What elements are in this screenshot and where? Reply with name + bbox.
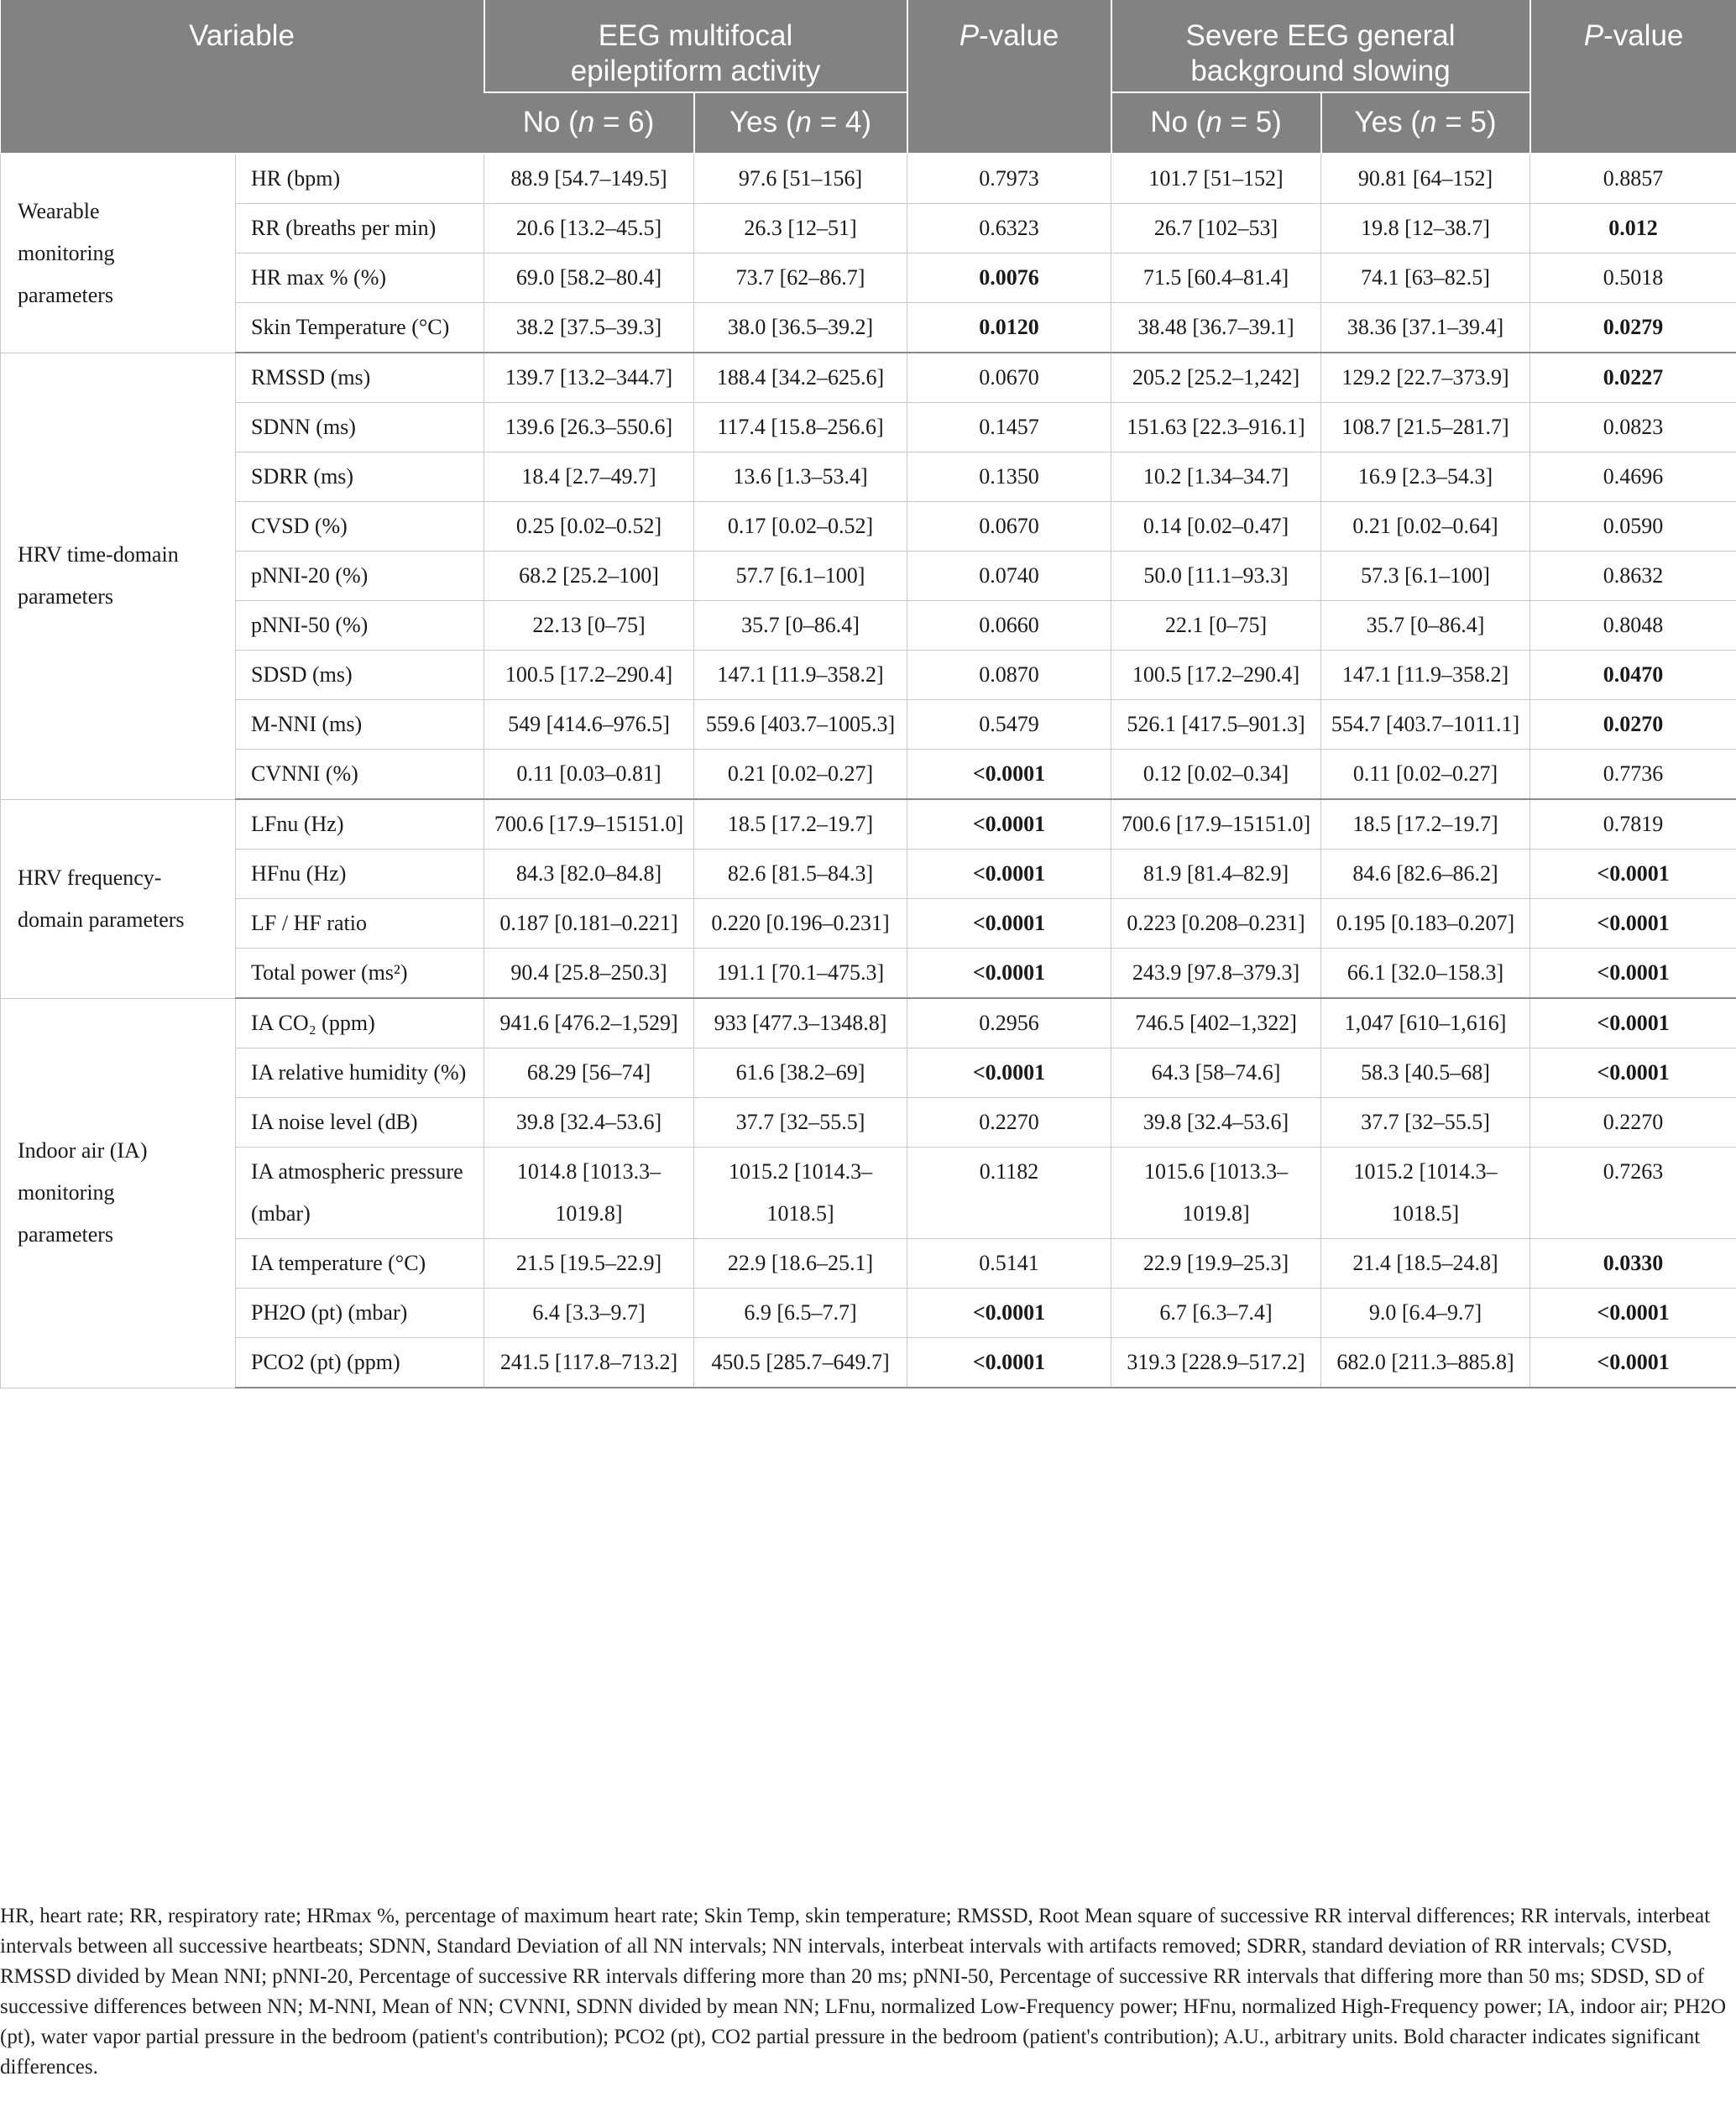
header-g1-yes: Yes (n = 4) — [694, 92, 907, 154]
g1-yes-cell: 188.4 [34.2–625.6] — [694, 353, 907, 403]
variable-cell: IA CO₂ (ppm) — [236, 998, 484, 1048]
variable-cell: PH2O (pt) (mbar) — [236, 1289, 484, 1338]
header-g2-yes: Yes (n = 5) — [1321, 92, 1530, 154]
g1-yes-cell: 73.7 [62–86.7] — [694, 254, 907, 303]
g2-yes-cell: 0.21 [0.02–0.64] — [1321, 502, 1530, 552]
table-row — [1, 552, 1736, 601]
g1-yes-cell: 97.6 [51–156] — [694, 154, 907, 204]
group-label-line: HRV time-domain — [18, 542, 179, 567]
pvalue1-cell: 0.0670 — [907, 353, 1111, 403]
g1-no-cell: 22.13 [0–75] — [484, 601, 694, 651]
pvalue2-cell: 0.7736 — [1530, 750, 1736, 800]
pvalue1-cell: 0.0076 — [907, 254, 1111, 303]
g1-no-cell: 84.3 [82.0–84.8] — [484, 850, 694, 899]
g2-no-cell: 746.5 [402–1,322] — [1111, 998, 1321, 1048]
g2-yes-cell: 108.7 [21.5–281.7] — [1321, 403, 1530, 452]
g2-yes-cell: 682.0 [211.3–885.8] — [1321, 1338, 1530, 1388]
group-label — [1, 799, 236, 998]
g2-no-cell: 81.9 [81.4–82.9] — [1111, 850, 1321, 899]
table-row — [1, 750, 1736, 800]
g1-no-cell: 139.7 [13.2–344.7] — [484, 353, 694, 403]
g1-yes-cell: 191.1 [70.1–475.3] — [694, 949, 907, 999]
pvalue2-cell: 0.0279 — [1530, 303, 1736, 353]
g1-no-cell: 0.11 [0.03–0.81] — [484, 750, 694, 800]
g1-no-cell: 68.2 [25.2–100] — [484, 552, 694, 601]
pvalue2-cell: <0.0001 — [1530, 949, 1736, 999]
pvalue2-cell: 0.0227 — [1530, 353, 1736, 403]
group-label — [1, 998, 236, 1388]
pvalue2-cell: <0.0001 — [1530, 850, 1736, 899]
variable-cell: SDSD (ms) — [236, 651, 484, 700]
g1-yes-cell: 22.9 [18.6–25.1] — [694, 1239, 907, 1289]
g1-yes-cell: 117.4 [15.8–256.6] — [694, 403, 907, 452]
table-row — [1, 998, 1736, 1048]
g2-no-cell: 319.3 [228.9–517.2] — [1111, 1338, 1321, 1388]
pvalue2-cell: 0.8857 — [1530, 154, 1736, 204]
table-row — [1, 154, 1736, 204]
pvalue1-cell: 0.0740 — [907, 552, 1111, 601]
header-pvalue-1: P-value — [907, 0, 1111, 154]
g1-no-cell: 139.6 [26.3–550.6] — [484, 403, 694, 452]
g1-yes-cell: 26.3 [12–51] — [694, 204, 907, 254]
variable-cell: IA relative humidity (%) — [236, 1048, 484, 1098]
g2-no-cell: 64.3 [58–74.6] — [1111, 1048, 1321, 1098]
pvalue2-cell: 0.0470 — [1530, 651, 1736, 700]
pvalue1-cell: <0.0001 — [907, 850, 1111, 899]
g1-no-cell: 68.29 [56–74] — [484, 1048, 694, 1098]
table-row — [1, 1289, 1736, 1338]
variable-cell: IA temperature (°C) — [236, 1239, 484, 1289]
pvalue1-cell: <0.0001 — [907, 750, 1111, 800]
g1-yes-cell: 559.6 [403.7–1005.3] — [694, 700, 907, 750]
g2-yes-cell: 1,047 [610–1,616] — [1321, 998, 1530, 1048]
g1-yes-cell: 18.5 [17.2–19.7] — [694, 799, 907, 850]
group-label-line: parameters — [18, 584, 114, 609]
g1-yes-cell: 38.0 [36.5–39.2] — [694, 303, 907, 353]
g2-yes-cell: 19.8 [12–38.7] — [1321, 204, 1530, 254]
variable-cell: CVSD (%) — [236, 502, 484, 552]
pvalue2-cell: 0.012 — [1530, 204, 1736, 254]
g2-no-cell: 0.12 [0.02–0.34] — [1111, 750, 1321, 800]
table-row — [1, 452, 1736, 502]
pvalue1-cell: 0.1182 — [907, 1148, 1111, 1239]
g1-yes-cell: 0.21 [0.02–0.27] — [694, 750, 907, 800]
variable-cell: Skin Temperature (°C) — [236, 303, 484, 353]
pvalue1-cell: 0.7973 — [907, 154, 1111, 204]
pvalue2-cell: 0.0330 — [1530, 1239, 1736, 1289]
variable-cell: pNNI-50 (%) — [236, 601, 484, 651]
g2-no-cell: 39.8 [32.4–53.6] — [1111, 1098, 1321, 1148]
g2-no-cell: 101.7 [51–152] — [1111, 154, 1321, 204]
variable-cell: HFnu (Hz) — [236, 850, 484, 899]
g2-yes-cell: 37.7 [32–55.5] — [1321, 1098, 1530, 1148]
g2-no-cell: 26.7 [102–53] — [1111, 204, 1321, 254]
table-row — [1, 1048, 1736, 1098]
group-label-line: Indoor air (IA) — [18, 1138, 148, 1163]
variable-cell: M-NNI (ms) — [236, 700, 484, 750]
g1-no-cell: 20.6 [13.2–45.5] — [484, 204, 694, 254]
g1-no-cell: 88.9 [54.7–149.5] — [484, 154, 694, 204]
g2-no-cell: 38.48 [36.7–39.1] — [1111, 303, 1321, 353]
g2-no-cell: 151.63 [22.3–916.1] — [1111, 403, 1321, 452]
pvalue1-cell: 0.2956 — [907, 998, 1111, 1048]
variable-cell: PCO2 (pt) (ppm) — [236, 1338, 484, 1388]
g2-yes-cell: 84.6 [82.6–86.2] — [1321, 850, 1530, 899]
g2-no-cell: 205.2 [25.2–1,242] — [1111, 353, 1321, 403]
g1-no-cell: 38.2 [37.5–39.3] — [484, 303, 694, 353]
g2-no-cell: 50.0 [11.1–93.3] — [1111, 552, 1321, 601]
variable-cell: IA atmospheric pressure (mbar) — [236, 1148, 484, 1239]
variable-cell: SDNN (ms) — [236, 403, 484, 452]
g2-yes-cell: 554.7 [403.7–1011.1] — [1321, 700, 1530, 750]
variable-cell: Total power (ms²) — [236, 949, 484, 999]
g2-no-cell: 10.2 [1.34–34.7] — [1111, 452, 1321, 502]
g1-no-cell: 0.187 [0.181–0.221] — [484, 899, 694, 949]
g2-yes-cell: 0.11 [0.02–0.27] — [1321, 750, 1530, 800]
g2-yes-cell: 38.36 [37.1–39.4] — [1321, 303, 1530, 353]
pvalue2-cell: <0.0001 — [1530, 899, 1736, 949]
table-footnote: HR, heart rate; RR, respiratory rate; HRmax %, percentage of maximum heart rate; Skin Temp, skin temperature; RMSSD, Root Mean square of successive RR interval differences; RR intervals, interbeat intervals between all successive heartbeats; SDNN, Standard Deviation of all NN intervals; NN intervals, interbeat intervals with artifacts removed; SDRR, standard deviation of RR intervals; CVSD, RMSSD divided by Mean NNI; pNNI-20, Percentage of successive RR intervals differing more than 20 ms; pNNI-50, Percentage of successive RR intervals that differing more than 50 ms; SDSD, SD of successive differences between NN; M-NNI, Mean of NN; CVNNI, SDNN divided by mean NN; LFnu, normalized Low-Frequency power; HFnu, normalized High-Frequency power; IA, indoor air; PH2O (pt), water vapor partial pressure in the bedroom (patient's contribution); PCO2 (pt), CO2 partial pressure in the bedroom (patient's contribution); A.U., arbitrary units. Bold character indicates significant differences. — [0, 1905, 1727, 2078]
g2-no-cell: 100.5 [17.2–290.4] — [1111, 651, 1321, 700]
g2-no-cell: 71.5 [60.4–81.4] — [1111, 254, 1321, 303]
table-row — [1, 353, 1736, 403]
g2-no-cell: 0.223 [0.208–0.231] — [1111, 899, 1321, 949]
pvalue1-cell: <0.0001 — [907, 1048, 1111, 1098]
g1-yes-cell: 933 [477.3–1348.8] — [694, 998, 907, 1048]
table-row — [1, 899, 1736, 949]
pvalue2-cell: 0.0823 — [1530, 403, 1736, 452]
header-variable: Variable — [1, 0, 484, 154]
pvalue1-cell: <0.0001 — [907, 799, 1111, 850]
table-row — [1, 254, 1736, 303]
group-label-line: monitoring — [18, 1180, 115, 1205]
g2-yes-cell: 0.195 [0.183–0.207] — [1321, 899, 1530, 949]
table-row — [1, 651, 1736, 700]
g1-yes-cell: 0.220 [0.196–0.231] — [694, 899, 907, 949]
variable-cell: IA noise level (dB) — [236, 1098, 484, 1148]
variable-cell: RR (breaths per min) — [236, 204, 484, 254]
table-row — [1, 403, 1736, 452]
pvalue1-cell: 0.5141 — [907, 1239, 1111, 1289]
pvalue2-cell: <0.0001 — [1530, 1338, 1736, 1388]
pvalue1-cell: <0.0001 — [907, 1289, 1111, 1338]
g2-no-cell: 243.9 [97.8–379.3] — [1111, 949, 1321, 999]
variable-cell: HR (bpm) — [236, 154, 484, 204]
g1-yes-cell: 57.7 [6.1–100] — [694, 552, 907, 601]
pvalue2-cell: 0.8048 — [1530, 601, 1736, 651]
table-row — [1, 204, 1736, 254]
table-row — [1, 1148, 1736, 1239]
g2-yes-cell: 58.3 [40.5–68] — [1321, 1048, 1530, 1098]
pvalue2-cell: 0.4696 — [1530, 452, 1736, 502]
g1-yes-cell: 13.6 [1.3–53.4] — [694, 452, 907, 502]
g1-yes-cell: 1015.2 [1014.3–1018.5] — [694, 1148, 907, 1239]
pvalue2-cell: 0.0590 — [1530, 502, 1736, 552]
table-row — [1, 601, 1736, 651]
table-row — [1, 303, 1736, 353]
pvalue1-cell: 0.2270 — [907, 1098, 1111, 1148]
variable-cell: LFnu (Hz) — [236, 799, 484, 850]
g2-yes-cell: 90.81 [64–152] — [1321, 154, 1530, 204]
header-g1-no: No (n = 6) — [484, 92, 694, 154]
pvalue1-cell: <0.0001 — [907, 1338, 1111, 1388]
group-label-line: parameters — [18, 282, 114, 307]
table-row — [1, 1239, 1736, 1289]
header-group2: Severe EEG general background slowing — [1111, 0, 1530, 92]
group-label-line: domain parameters — [18, 907, 185, 932]
g1-no-cell: 6.4 [3.3–9.7] — [484, 1289, 694, 1338]
pvalue1-cell: 0.5479 — [907, 700, 1111, 750]
pvalue1-cell: 0.0660 — [907, 601, 1111, 651]
g2-yes-cell: 9.0 [6.4–9.7] — [1321, 1289, 1530, 1338]
group-label — [1, 154, 236, 353]
g1-no-cell: 700.6 [17.9–15151.0] — [484, 799, 694, 850]
g1-no-cell: 241.5 [117.8–713.2] — [484, 1338, 694, 1388]
group-label-line: parameters — [18, 1222, 114, 1247]
g1-no-cell: 18.4 [2.7–49.7] — [484, 452, 694, 502]
pvalue2-cell: 0.7819 — [1530, 799, 1736, 850]
pvalue1-cell: 0.1457 — [907, 403, 1111, 452]
group-label-line: monitoring — [18, 240, 115, 265]
table-row — [1, 949, 1736, 999]
pvalue1-cell: <0.0001 — [907, 949, 1111, 999]
g1-yes-cell: 35.7 [0–86.4] — [694, 601, 907, 651]
g2-yes-cell: 21.4 [18.5–24.8] — [1321, 1239, 1530, 1289]
g2-yes-cell: 66.1 [32.0–158.3] — [1321, 949, 1530, 999]
g2-no-cell: 0.14 [0.02–0.47] — [1111, 502, 1321, 552]
table-row — [1, 502, 1736, 552]
g1-no-cell: 1014.8 [1013.3–1019.8] — [484, 1148, 694, 1239]
g1-yes-cell: 0.17 [0.02–0.52] — [694, 502, 907, 552]
group-label-line: Wearable — [18, 198, 100, 223]
g2-yes-cell: 129.2 [22.7–373.9] — [1321, 353, 1530, 403]
pvalue2-cell: 0.7263 — [1530, 1148, 1736, 1239]
g2-no-cell: 700.6 [17.9–15151.0] — [1111, 799, 1321, 850]
table-row — [1, 1338, 1736, 1388]
group-label — [1, 353, 236, 799]
g1-yes-cell: 147.1 [11.9–358.2] — [694, 651, 907, 700]
g1-yes-cell: 6.9 [6.5–7.7] — [694, 1289, 907, 1338]
variable-cell: SDRR (ms) — [236, 452, 484, 502]
variable-cell: LF / HF ratio — [236, 899, 484, 949]
g2-yes-cell: 18.5 [17.2–19.7] — [1321, 799, 1530, 850]
table-row — [1, 1098, 1736, 1148]
g2-yes-cell: 1015.2 [1014.3–1018.5] — [1321, 1148, 1530, 1239]
pvalue1-cell: 0.0670 — [907, 502, 1111, 552]
variable-cell: RMSSD (ms) — [236, 353, 484, 403]
g2-yes-cell: 16.9 [2.3–54.3] — [1321, 452, 1530, 502]
header-pvalue-2: P-value — [1530, 0, 1736, 154]
pvalue1-cell: 0.0120 — [907, 303, 1111, 353]
pvalue2-cell: <0.0001 — [1530, 1048, 1736, 1098]
pvalue2-cell: 0.2270 — [1530, 1098, 1736, 1148]
table-row — [1, 700, 1736, 750]
pvalue2-cell: <0.0001 — [1530, 1289, 1736, 1338]
g1-yes-cell: 82.6 [81.5–84.3] — [694, 850, 907, 899]
pvalue1-cell: 0.1350 — [907, 452, 1111, 502]
pvalue2-cell: 0.8632 — [1530, 552, 1736, 601]
pvalue1-cell: 0.6323 — [907, 204, 1111, 254]
variable-cell: HR max % (%) — [236, 254, 484, 303]
table-row — [1, 850, 1736, 899]
g2-no-cell: 22.1 [0–75] — [1111, 601, 1321, 651]
g1-no-cell: 549 [414.6–976.5] — [484, 700, 694, 750]
pvalue2-cell: 0.5018 — [1530, 254, 1736, 303]
table-row — [1, 799, 1736, 850]
table-body — [1, 154, 1736, 1388]
header-group1: EEG multifocal epileptiform activity — [484, 0, 907, 92]
pvalue1-cell: <0.0001 — [907, 899, 1111, 949]
g1-no-cell: 69.0 [58.2–80.4] — [484, 254, 694, 303]
pvalue1-cell: 0.0870 — [907, 651, 1111, 700]
g2-yes-cell: 57.3 [6.1–100] — [1321, 552, 1530, 601]
pvalue2-cell: <0.0001 — [1530, 998, 1736, 1048]
g2-no-cell: 526.1 [417.5–901.3] — [1111, 700, 1321, 750]
g1-no-cell: 39.8 [32.4–53.6] — [484, 1098, 694, 1148]
g1-no-cell: 100.5 [17.2–290.4] — [484, 651, 694, 700]
g1-no-cell: 90.4 [25.8–250.3] — [484, 949, 694, 999]
g1-yes-cell: 61.6 [38.2–69] — [694, 1048, 907, 1098]
g2-no-cell: 22.9 [19.9–25.3] — [1111, 1239, 1321, 1289]
g2-no-cell: 6.7 [6.3–7.4] — [1111, 1289, 1321, 1338]
g1-yes-cell: 450.5 [285.7–649.7] — [694, 1338, 907, 1388]
g1-yes-cell: 37.7 [32–55.5] — [694, 1098, 907, 1148]
g1-no-cell: 941.6 [476.2–1,529] — [484, 998, 694, 1048]
variable-cell: CVNNI (%) — [236, 750, 484, 800]
pvalue2-cell: 0.0270 — [1530, 700, 1736, 750]
g2-yes-cell: 74.1 [63–82.5] — [1321, 254, 1530, 303]
g2-yes-cell: 147.1 [11.9–358.2] — [1321, 651, 1530, 700]
g1-no-cell: 21.5 [19.5–22.9] — [484, 1239, 694, 1289]
header-g2-no: No (n = 5) — [1111, 92, 1321, 154]
g2-yes-cell: 35.7 [0–86.4] — [1321, 601, 1530, 651]
variable-cell: pNNI-20 (%) — [236, 552, 484, 601]
g1-no-cell: 0.25 [0.02–0.52] — [484, 502, 694, 552]
group-label-line: HRV frequency- — [18, 865, 162, 890]
g2-no-cell: 1015.6 [1013.3–1019.8] — [1111, 1148, 1321, 1239]
